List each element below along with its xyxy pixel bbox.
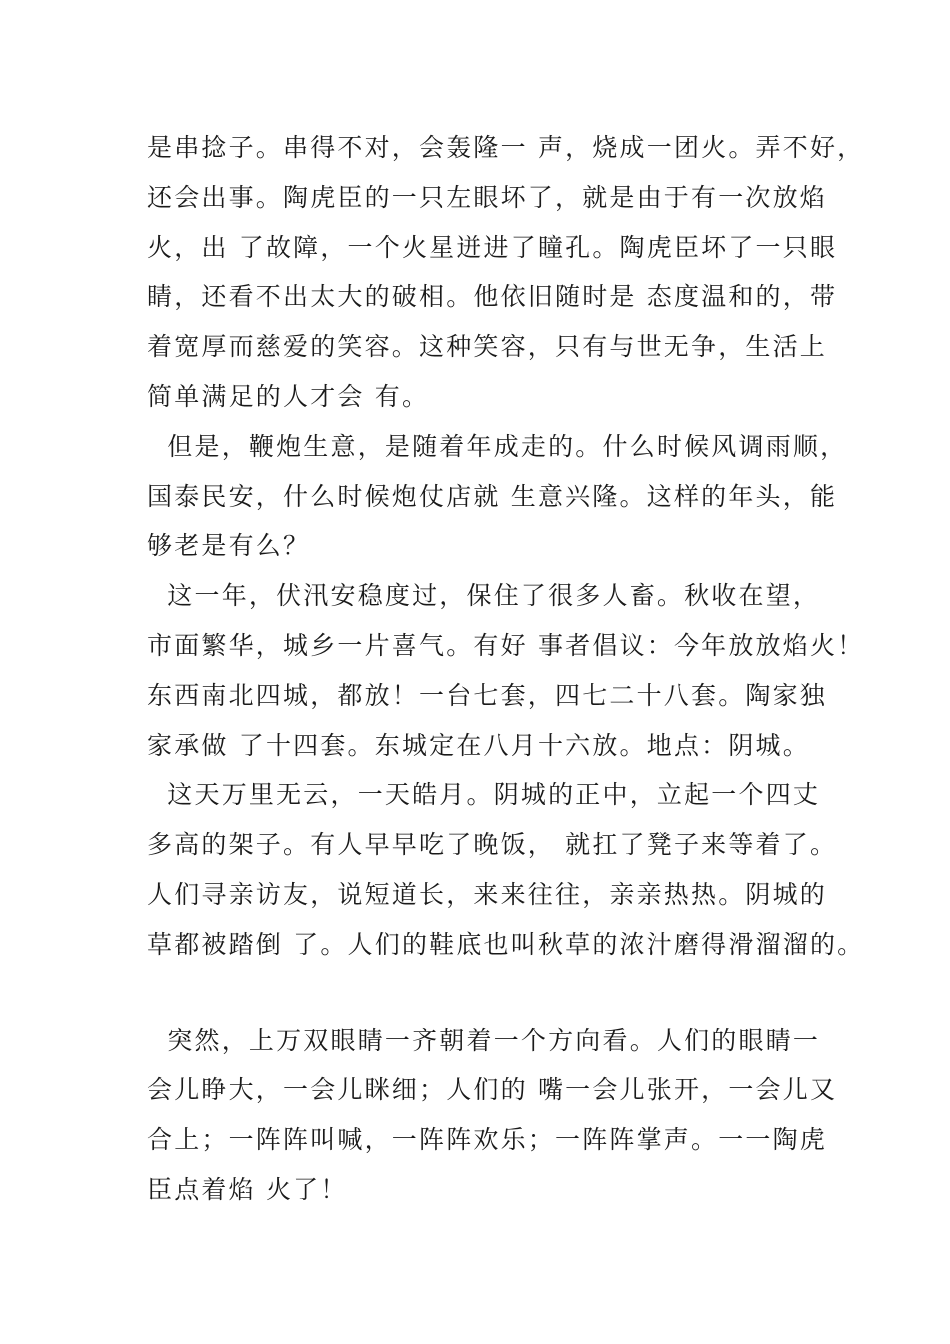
text-line: 但是，鞭炮生意，是随着年成走的。什么时候风调雨顺， — [147, 431, 848, 461]
text-line: 突然，上万双眼睛一齐朝着一个方向看。人们的眼睛一 — [147, 1025, 821, 1055]
text-line: 是串捻子。串得不对，会轰隆一 声，烧成一团火。弄不好， — [147, 133, 865, 162]
text-line: 简单满足的人才会 有。 — [147, 381, 430, 411]
text-line: 家承做 了十四套。东城定在八月十六放。地点：阴城。 — [147, 730, 810, 760]
text-line: 东西南北四城，都放！一台七套，四七二十八套。陶家独 — [147, 680, 828, 710]
text-line: 这天万里无云，一天皓月。阴城的正中，立起一个四丈 — [147, 780, 821, 810]
text-line: 火，出 了故障，一个火星迸进了瞳孔。陶虎臣坏了一只眼 — [147, 232, 838, 262]
text-line: 臣点着焰 火了！ — [147, 1174, 348, 1204]
paragraph-5 — [147, 1021, 837, 1220]
document-body — [147, 128, 865, 1220]
text-line: 多高的架子。有人早早吃了晚饭， 就扛了凳子来等着了。 — [147, 830, 838, 860]
text-line: 着宽厚而慈爱的笑容。这种笑容，只有与世无争，生活上 — [147, 332, 828, 362]
paragraph-gap — [147, 975, 837, 1021]
text-line: 人们寻亲访友，说短道长，来来往往，亲亲热热。阴城的 — [147, 879, 828, 909]
text-line: 会儿睁大，一会儿眯细；人们的 嘴一会儿张开，一会儿又 — [147, 1075, 838, 1105]
text-line: 这一年，伏汛安稳度过，保住了很多人畜。秋收在望， — [147, 581, 821, 611]
text-line: 国泰民安，什么时候炮仗店就 生意兴隆。这样的年头，能 — [147, 481, 838, 511]
text-line: 够老是有么？ — [147, 531, 311, 561]
paragraph-1 — [147, 128, 865, 427]
text-line: 睛，还看不出太大的破相。他依旧随时是 态度温和的，带 — [147, 282, 838, 312]
text-line: 市面繁华，城乡一片喜气。有好 事者倡议：今年放放焰火！ — [147, 630, 865, 660]
paragraph-4 — [147, 775, 865, 974]
text-line: 还会出事。陶虎臣的一只左眼坏了，就是由于有一次放焰 — [147, 182, 828, 212]
text-line: 合上；一阵阵叫喊，一阵阵欢乐；一阵阵掌声。一一陶虎 — [147, 1125, 828, 1155]
text-line: 草都被踏倒 了。人们的鞋底也叫秋草的浓汁磨得滑溜溜的。 — [147, 929, 865, 959]
paragraph-3 — [147, 576, 865, 775]
paragraph-2 — [147, 427, 848, 576]
